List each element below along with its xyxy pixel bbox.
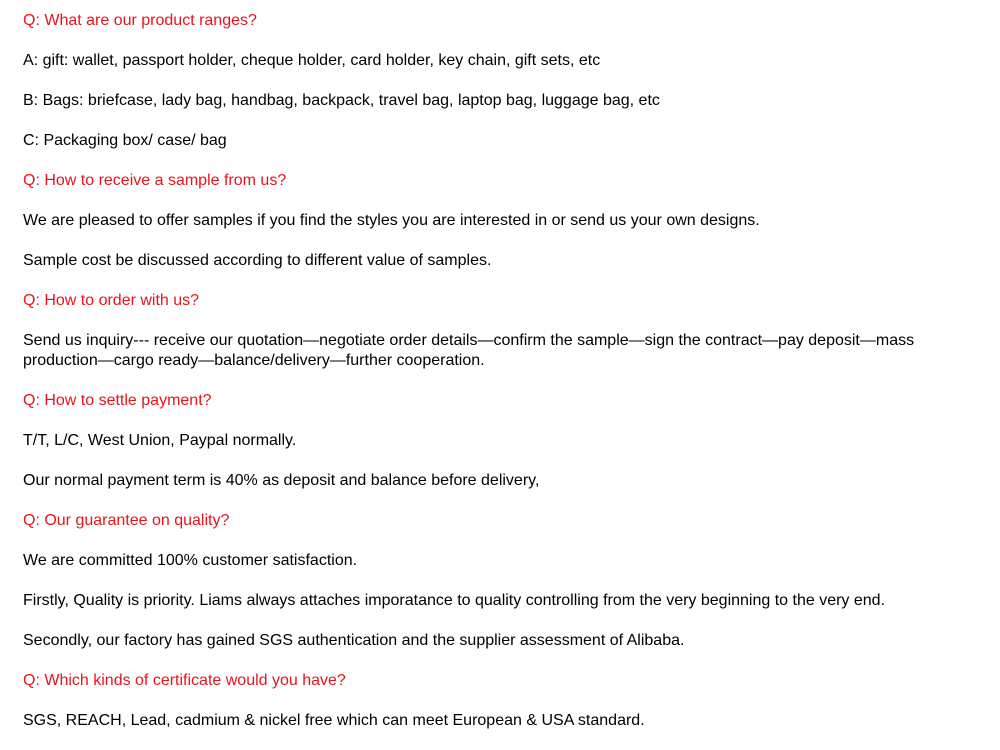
faq-answer: Send us inquiry--- receive our quotation—negotiate order details—confirm the sample—sign the contract—pay deposit—mass production—cargo ready—balance/delivery—further cooperation. (23, 332, 915, 369)
faq-question: Q: Which kinds of certificate would you have? (23, 672, 346, 689)
faq-answer: Sample cost be discussed according to different value of samples. (23, 252, 492, 269)
faq-answer: B: Bags: briefcase, lady bag, handbag, backpack, travel bag, laptop bag, luggage bag, etc (23, 92, 660, 109)
faq-answer: Firstly, Quality is priority. Liams always attaches imporatance to quality controlling from the very beginning to the very end. (23, 592, 886, 609)
faq-question: Q: How to receive a sample from us? (23, 172, 287, 189)
faq-question: Q: How to settle payment? (23, 392, 212, 409)
faq-answer: We are pleased to offer samples if you find the styles you are interested in or send us your own designs. (23, 212, 760, 229)
faq-question: Q: What are our product ranges? (23, 12, 257, 29)
faq-answer: Secondly, our factory has gained SGS authentication and the supplier assessment of Alibaba. (23, 632, 685, 649)
faq-question: Q: Our guarantee on quality? (23, 512, 230, 529)
faq-answer: T/T, L/C, West Union, Paypal normally. (23, 432, 297, 449)
faq-answer: SGS, REACH, Lead, cadmium & nickel free which can meet European & USA standard. (23, 712, 645, 729)
faq-answer: A: gift: wallet, passport holder, cheque holder, card holder, key chain, gift sets, etc (23, 52, 601, 69)
faq-question: Q: How to order with us? (23, 292, 200, 309)
faq-answer: Our normal payment term is 40% as deposit and balance before delivery, (23, 472, 540, 489)
faq-answer: C: Packaging box/ case/ bag (23, 132, 227, 149)
faq-answer: We are committed 100% customer satisfaction. (23, 552, 358, 569)
